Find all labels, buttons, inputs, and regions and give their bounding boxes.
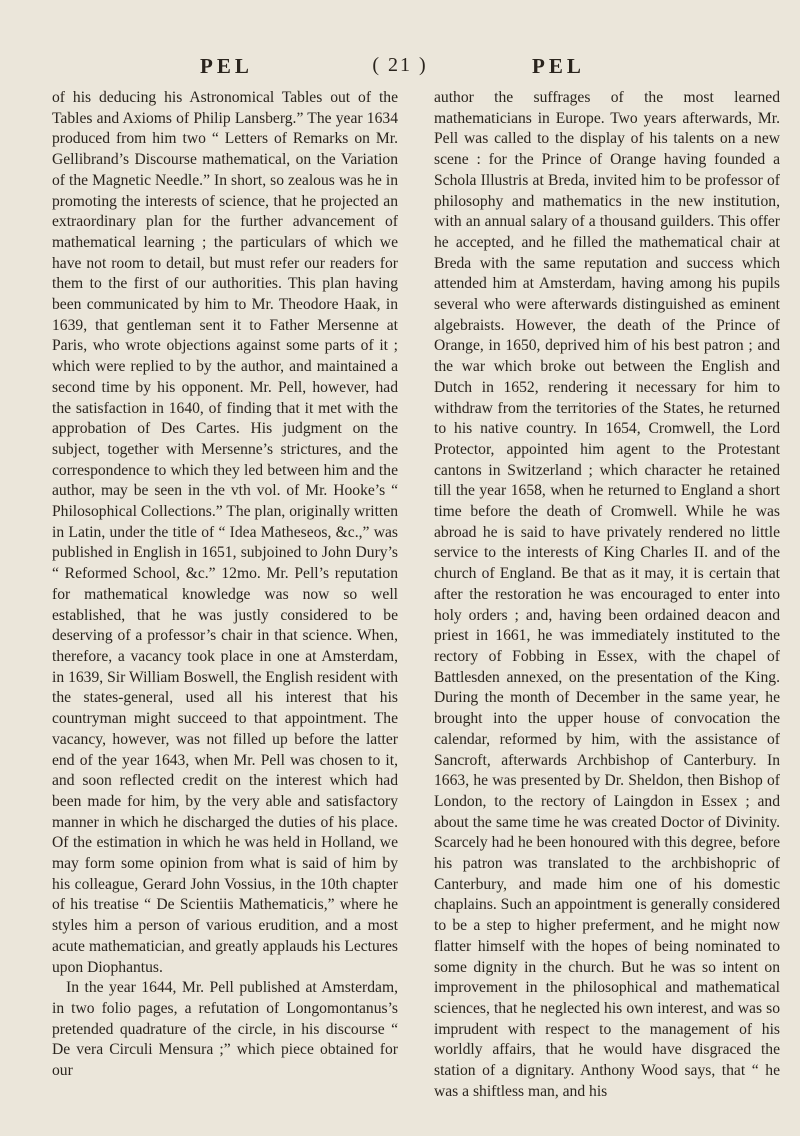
left-paragraph-2: In the year 1644, Mr. Pell published at Amsterdam, in two folio pages, a refutation of Longomontanus’s pretended quadrature of the circle, in his discourse “ De vera Circuli Mensura ;” which piece obtained for our [52, 979, 398, 1080]
header-left-word: PEL [200, 54, 253, 78]
right-column [434, 88, 780, 1102]
page-number: ( 21 ) [372, 54, 428, 76]
left-paragraph-1: of his deducing his Astronomical Tables out of the Tables and Axioms of Philip Lansberg.” The year 1634 produced from him two “ Letters of Remarks on Mr. Gellibrand’s Discourse mathematical, on the Variation of the Magnetic Needle.” In short, so zealous was he in promoting the interests of science, that he projected an extraordinary plan for the further advancement of mathematical learning ; the particulars of which we have not room to detail, but must refer our readers for them to the first of our authorities. This plan having been communicated by him to Mr. Theodore Haak, in 1639, that gentleman sent it to Father Mersenne at Paris, who wrote objections against some parts of it ; which were replied to by the author, and maintained a second time by his opponent. Mr. Pell, however, had the satisfaction in 1640, of finding that it met with the approbation of Des Cartes. His judgment on the subject, together with Mersenne’s strictures, and the correspondence to which they led between him and the author, may be seen in the vth vol. of Mr. Hooke’s “ Philosophical Collections.” The plan, originally written in Latin, under the title of “ Idea Matheseos, &c.,” was published in English in 1651, subjoined to John Dury’s “ Reformed School, &c.” 12mo. Mr. Pell’s reputation for mathematical knowledge was now so well established, that he was justly considered to be deserving of a professor’s chair in that science. When, therefore, a vacancy took place in one at Amsterdam, in 1639, Sir William Boswell, the English resident with the states-general, used all his interest that his countryman might succeed to that appointment. The vacancy, however, was not filled up before the latter end of the year 1643, when Mr. Pell was chosen to it, and soon reflected credit on the interest which had been made for him, by the very able and satisfactory manner in which he discharged the duties of his place. Of the estimation in which he was held in Holland, we may form some opinion from what is said of him by his colleague, Gerard John Vossius, in the 10th chapter of his treatise “ De Scientiis Mathematicis,” where he styles him a person of various erudition, and a most acute mathematician, and greatly applauds his Lectures upon Diophantus. [52, 89, 398, 976]
right-paragraph-1: author the suffrages of the most learned mathematicians in Europe. Two years afterwards, Mr. Pell was called to the display of his talents on a new scene : for the Prince of Orange having founded a Schola Illustris at Breda, invited him to be professor of philosophy and mathematics in the new institution, with an annual salary of a thousand guilders. This offer he accepted, and he filled the mathematical chair at Breda with the same reputation and success which attended him at Amsterdam, having among his pupils several who were afterwards distinguished as eminent algebraists. However, the death of the Prince of Orange, in 1650, deprived him of his best patron ; and the war which broke out between the English and Dutch in 1652, rendering it necessary for him to withdraw from the territories of the States, he returned to his native country. In 1654, Cromwell, the Lord Protector, appointed him agent to the Protestant cantons in Switzerland ; which character he retained till the year 1658, when he returned to England a short time before the death of Cromwell. While he was abroad he is said to have privately rendered no little service to the interests of King Charles II. and of the church of England. Be that as it may, it is certain that after the restoration he was encouraged to enter into holy orders ; and, having been ordained deacon and priest in 1661, he was immediately instituted to the rectory of Fobbing in Essex, with the chapel of Battlesden annexed, on the presentation of the King. During the month of December in the same year, he brought into the upper house of convocation the calendar, reformed by him, with the assistance of Sancroft, afterwards Archbishop of Canterbury. In 1663, he was presented by Dr. Sheldon, then Bishop of London, to the rectory of Laingdon in Essex ; and about the same time he was created Doctor of Divinity. Scarcely had he been honoured with this degree, before his patron was translated to the archbishopric of Canterbury, and made him one of his domestic chaplains. Such an appointment is generally considered to be a step to higher preferment, and he might now flatter himself with the hopes of being nominated to some dignity in the church. But he was so intent on improvement in the philosophical and mathematical sciences, that he neglected his own interest, and was so imprudent with respect to the management of his worldly affairs, that he would have disgraced the station of a dignitary. Anthony Wood says, that “ he was a shiftless man, and his [434, 89, 780, 1100]
header-right-word: PEL [532, 54, 585, 78]
left-column [52, 88, 398, 1082]
running-header [0, 54, 800, 84]
